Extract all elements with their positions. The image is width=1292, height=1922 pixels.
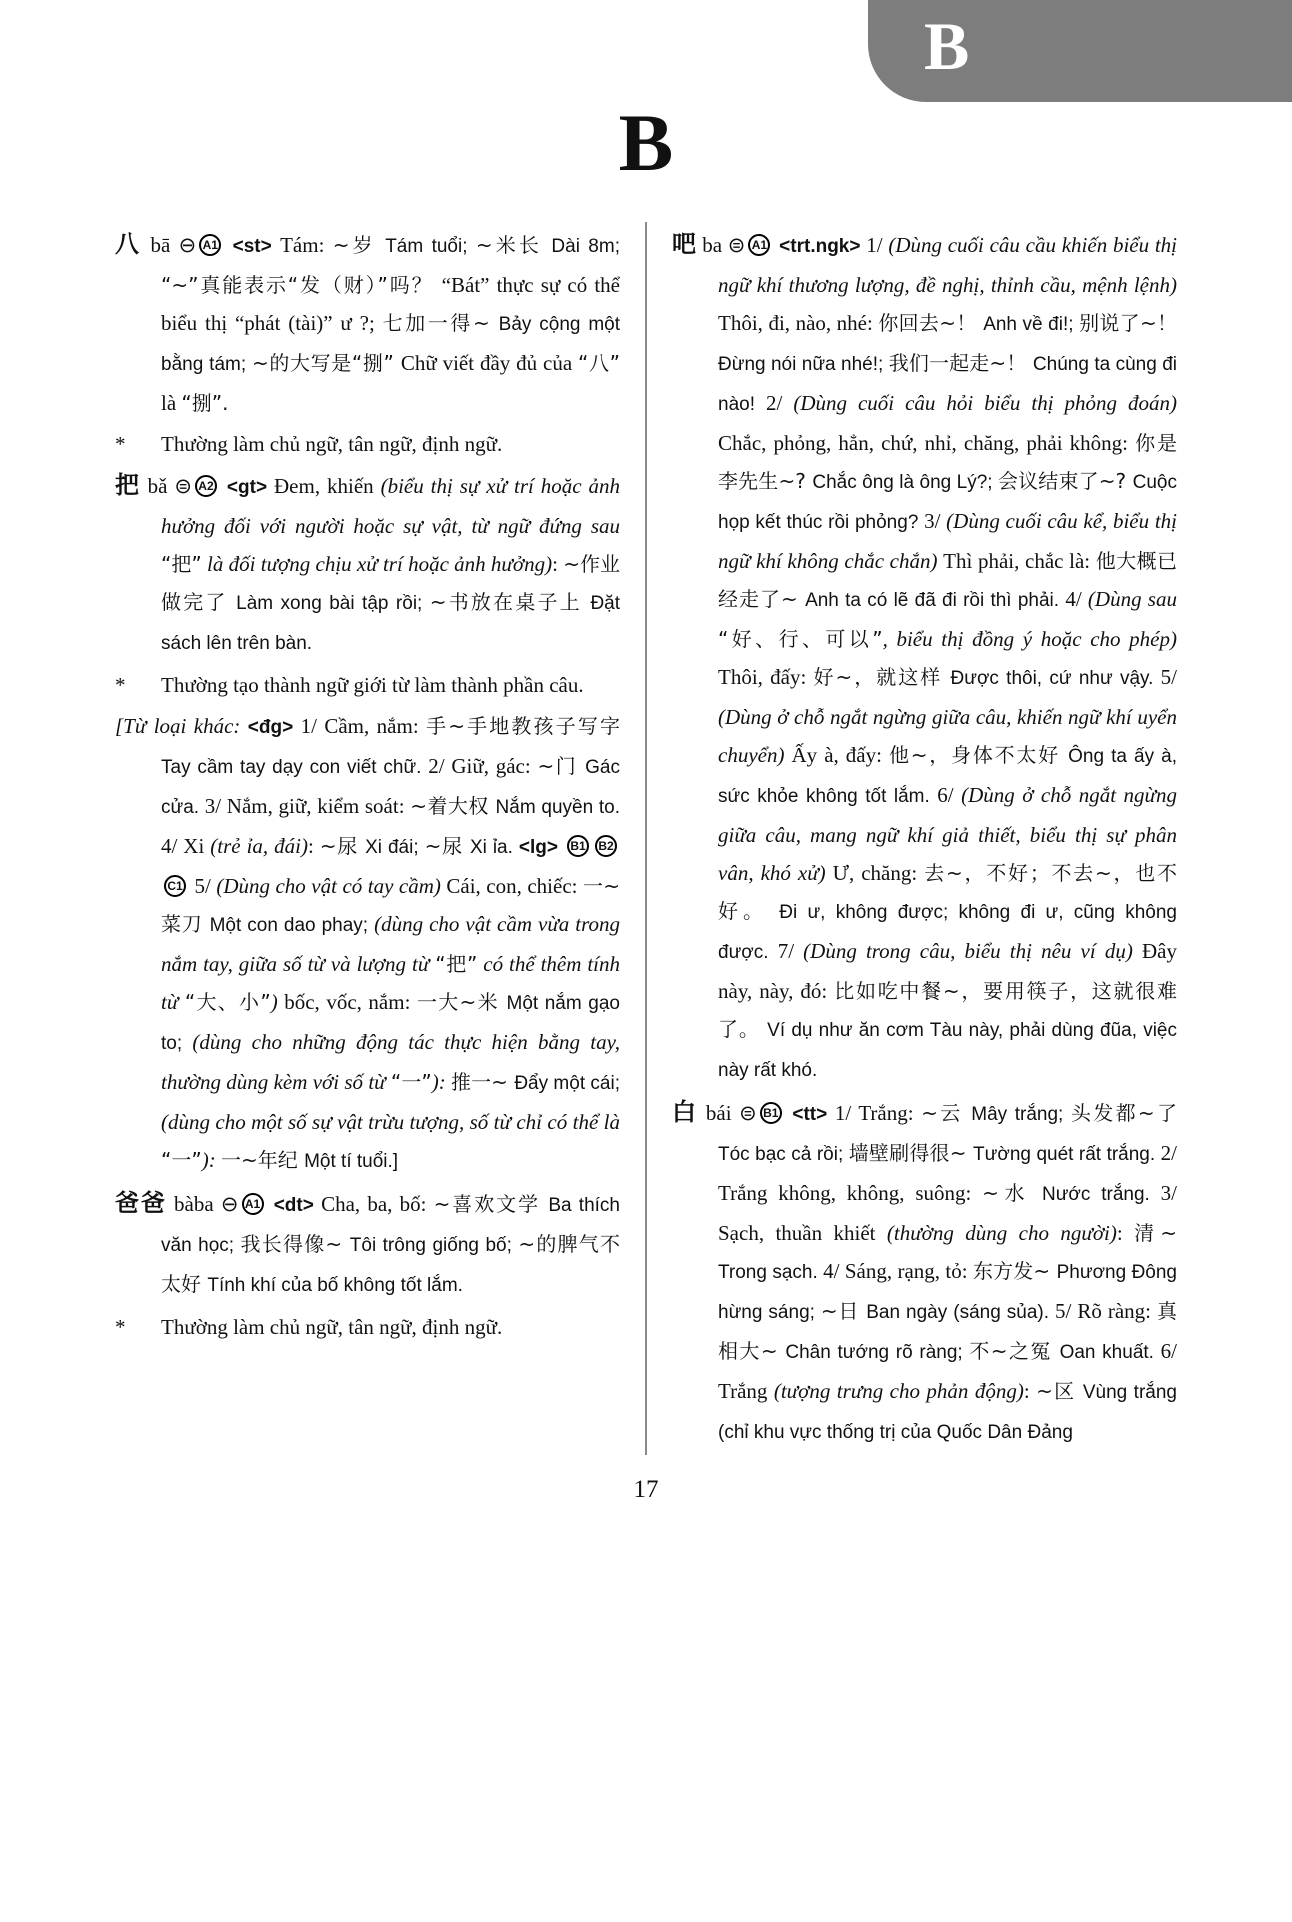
vietnamese-text: 3/ (924, 509, 947, 533)
pinyin: bàba (166, 1192, 221, 1216)
chinese-text: 一~菜刀 (161, 874, 621, 936)
vietnamese-text: 1/ Trắng: (834, 1101, 922, 1125)
vietnamese-text: 2/ Giữ, gác: (428, 754, 538, 778)
chinese-text: ~区 (1036, 1379, 1083, 1403)
example-translation: Đặt sách lên trên bàn. (161, 593, 621, 654)
usage-note-italic: (Dùng cho vật có tay cầm) (216, 874, 447, 898)
pos-tag: <tt> (784, 1104, 835, 1125)
vietnamese-text: Thường tạo thành ngữ giới từ làm thành phần câu. (161, 673, 584, 697)
example-translation: Tôi trông giống bố; (349, 1235, 519, 1256)
chinese-text: ~日 (820, 1299, 867, 1323)
chinese-text: 清~ (1134, 1221, 1177, 1245)
example-translation: Chúng ta cùng đi nào! (718, 354, 1177, 415)
example-translation: Đừng nói nữa nhé!; (718, 354, 889, 375)
usage-note-paragraph (115, 425, 620, 463)
vietnamese-text: 3/ Nắm, giữ, kiểm soát: (204, 794, 411, 818)
usage-note-italic: (Dùng sau (1087, 587, 1177, 611)
vietnamese-text: 4/ Xi (161, 834, 211, 858)
vietnamese-text: Thôi, đi, nào, nhé: (718, 311, 879, 335)
chinese-text: “大、小” (184, 990, 271, 1014)
headword: 把 (115, 471, 141, 499)
chinese-text: ~门 (537, 754, 586, 778)
usage-note-italic: (biểu thị sự xử trí hoặc ảnh hưởng đối với người hoặc sự vật, từ ngữ đứng sau (161, 474, 620, 538)
example-translation: Một con dao phay; (209, 915, 375, 936)
chinese-text: “捌”. (181, 391, 229, 415)
usage-note-italic: (Dùng ở chỗ ngắt ngừng giữa câu, mang ngữ khí giả thiết, biểu thị sự phân vân, khó xử) (718, 783, 1177, 885)
vietnamese-text: : (307, 834, 320, 858)
chinese-text: ~的脾气不太好 (161, 1232, 620, 1296)
usage-note-italic: (Dùng cuối câu cầu khiến biểu thị ngữ khí thương lượng, đề nghị, thỉnh cầu, mệnh lệnh) (718, 233, 1178, 297)
pos-tag: <đg> (247, 717, 301, 738)
example-translation: Gác cửa. (161, 757, 620, 818)
usage-note-italic: ) (270, 990, 285, 1014)
chinese-text: “~”真能表示“发（财）”吗？ (161, 273, 442, 297)
usage-note-italic: (dùng cho vật cầm vừa trong nắm tay, giữa số từ và lượng từ (161, 912, 620, 976)
vietnamese-text: 6/ (937, 783, 962, 807)
chinese-text: ~着大权 (410, 794, 496, 818)
headword: 爸爸 (115, 1189, 167, 1217)
vietnamese-text: 2/ (766, 391, 794, 415)
pos-tag: <lg> (518, 837, 564, 858)
vietnamese-text: : (552, 552, 564, 576)
chinese-text: ~尿 (424, 834, 470, 858)
example-translation: Trong sạch. (718, 1262, 824, 1283)
example-translation: Phương Đông hừng sáng; (718, 1262, 1177, 1323)
corner-tab (868, 0, 1292, 102)
example-translation: Xi đái; (365, 837, 425, 858)
chinese-text: 会议结束了~? (997, 469, 1133, 493)
chinese-text: 七加一得~ (382, 311, 499, 335)
chinese-text: 头发都~了 (1070, 1101, 1177, 1125)
example-translation: Đi ư, không được; không đi ư, cũng không được. (718, 902, 1177, 963)
headword: 八 (115, 230, 143, 258)
chinese-text: 我们一起走~！ (888, 351, 1033, 375)
entry-paragraph (115, 225, 620, 422)
pinyin: bái (698, 1101, 740, 1125)
example-translation: Ví dụ như ăn cơm Tàu này, phải dùng đũa, việc này rất khó. (718, 1020, 1177, 1081)
example-translation: Tay cầm tay dạy con viết chữ. (161, 757, 429, 778)
vietnamese-text: Thì phải, chắc là: (943, 549, 1096, 573)
right-column (647, 222, 1177, 1455)
usage-note-italic: ): (201, 1148, 221, 1172)
chinese-text: ~岁 (332, 233, 386, 257)
vietnamese-text: 3/ Sạch, thuần khiết (718, 1181, 1177, 1245)
usage-note-italic: (dùng cho những động tác thực hiện bằng tay, thường dùng kèm với số từ (161, 1030, 620, 1094)
chinese-text: ~米长 (475, 233, 552, 257)
vietnamese-text: 1/ (866, 233, 889, 257)
usage-note-italic: (thường dùng cho người) (886, 1221, 1117, 1245)
vietnamese-text: Chữ viết đầy đủ của (400, 351, 579, 375)
usage-note-italic: (dùng cho một số sự vật trừu tượng, số từ chỉ có thể là (161, 1110, 620, 1134)
vietnamese-text: 2/ Trắng không, không, suông: (718, 1141, 1177, 1205)
entry-paragraph (115, 466, 620, 663)
pos-tag: <gt> (219, 477, 274, 498)
vietnamese-text: Cái, con, chiếc: (446, 874, 583, 898)
pos-tag: <st> (224, 236, 281, 257)
vietnamese-text: Đây này, này, đó: (718, 939, 1177, 1003)
chinese-text: “八” (578, 351, 621, 375)
grade-symbol: ⊜ (174, 474, 192, 498)
example-translation: Xi ỉa. (469, 837, 519, 858)
entry-paragraph (672, 1093, 1177, 1452)
chinese-text: 墙壁刷得很~ (848, 1141, 974, 1165)
chinese-text: ~喜欢文学 (433, 1192, 549, 1216)
example-translation: Chắc ông là ông Lý?; (812, 472, 998, 493)
entry-paragraph (672, 225, 1177, 1090)
chinese-text: 你是李先生~? (718, 431, 1177, 493)
chinese-text: 好~，就这样 (813, 665, 951, 689)
vietnamese-text: 7/ (777, 939, 804, 963)
vietnamese-text: Tám: (280, 233, 333, 257)
chinese-text: ~尿 (319, 834, 366, 858)
example-translation: Bảy cộng một bằng tám; (161, 314, 620, 375)
chinese-text: 手~手地教孩子写字 (426, 714, 620, 738)
chinese-text: ~的大写是“捌” (252, 351, 401, 375)
headword: 白 (672, 1098, 699, 1126)
vietnamese-text: : (1116, 1221, 1135, 1245)
vietnamese-text: 5/ (189, 874, 217, 898)
chinese-text: “一” (390, 1070, 432, 1094)
grade-symbol: ⊜ (727, 233, 746, 257)
usage-note-italic: có thể thêm tính từ (161, 952, 621, 1014)
vietnamese-text: 1/ Cầm, nắm: (300, 714, 427, 738)
vietnamese-text: là (161, 391, 182, 415)
grade-symbol: ⊖ (178, 233, 197, 257)
chinese-text: 我长得像~ (240, 1232, 350, 1256)
vietnamese-text: Đem, khiến (274, 474, 381, 498)
example-translation: Dài 8m; (551, 236, 620, 257)
left-column (115, 222, 645, 1455)
chinese-text: 东方发~ (972, 1259, 1057, 1283)
other-pos-paragraph (115, 707, 620, 1181)
vietnamese-text: “Bát” thực sự có thể biểu thị “phát (tài)” ư ?; (161, 273, 621, 335)
vietnamese-text: Ấy à, đấy: (791, 743, 889, 767)
vietnamese-text: 4/ (1065, 587, 1088, 611)
chinese-text: “把” (435, 952, 478, 976)
example-translation: Mây trắng; (971, 1104, 1071, 1125)
chinese-text: ~水 (982, 1181, 1042, 1205)
usage-note-italic: (tượng trưng cho phản động) (773, 1379, 1024, 1403)
grade-symbol: ⊜ (739, 1101, 757, 1125)
example-translation: Anh ta có lẽ đã đi rồi thì phải. (805, 590, 1066, 611)
pos-tag: <dt> (266, 1195, 322, 1216)
usage-note-italic: (Dùng trong câu, biểu thị nêu ví dụ) (803, 939, 1142, 963)
level-badge: B2 (595, 835, 617, 857)
chinese-text: ~作业做完了 (161, 552, 620, 614)
example-translation: Cuộc họp kết thúc rồi phỏng? (718, 472, 1177, 533)
chinese-text: “好、行、可以” (718, 627, 883, 651)
note-marker: * (115, 432, 126, 456)
example-translation: Anh về đi!; (983, 314, 1080, 335)
usage-note-italic: ): (431, 1070, 452, 1094)
vietnamese-text: Thường làm chủ ngữ, tân ngữ, định ngữ. (161, 1315, 503, 1339)
example-translation: Tám tuổi; (385, 236, 476, 257)
vietnamese-text: bốc, vốc, nắm: (284, 990, 417, 1014)
chinese-text: 别说了~！ (1079, 311, 1177, 335)
usage-note-paragraph (115, 666, 620, 704)
chinese-text: 你回去~！ (878, 311, 984, 335)
chinese-text: 他大概已经走了~ (718, 549, 1178, 611)
usage-note-italic: , biểu thị đồng ý hoặc cho phép) (882, 627, 1177, 651)
level-badge: B1 (760, 1102, 782, 1124)
vietnamese-text: Thôi, đấy: (718, 665, 814, 689)
text-columns (115, 222, 1177, 1455)
example-translation: Tóc bạc cả rồi; (718, 1144, 849, 1165)
pinyin: bǎ (140, 474, 175, 498)
example-translation: Một nắm gạo to; (161, 993, 620, 1054)
example-translation: Nước trắng. (1041, 1184, 1161, 1205)
corner-letter: B (924, 8, 970, 84)
chinese-text: 去~，不好；不去~，也不好。 (718, 861, 1177, 923)
level-badge: A1 (199, 234, 221, 256)
example-translation: Vùng trắng (chỉ khu vực thống trị của Quốc Dân Đảng (718, 1382, 1177, 1443)
section-heading: B (618, 97, 674, 188)
pos-tag: <trt.ngk> (773, 236, 867, 257)
usage-note-italic: (Dùng cuối câu hỏi biểu thị phỏng đoán) (793, 391, 1177, 415)
page-number: 17 (633, 1476, 659, 1503)
vietnamese-text: 4/ Sáng, rạng, tỏ: (823, 1259, 973, 1283)
chinese-text: 一大~米 (416, 990, 507, 1014)
vietnamese-text: Cha, ba, bố: (321, 1192, 434, 1216)
level-badge: A1 (748, 234, 770, 256)
level-badge: A2 (195, 475, 217, 497)
example-translation: Đẩy một cái; (514, 1073, 620, 1094)
usage-note-italic: (Dùng cuối câu kể, biểu thị ngữ khí không chắc chắn) (718, 509, 1177, 573)
level-badge: C1 (164, 875, 186, 897)
entry-paragraph (115, 1184, 620, 1305)
example-translation: Làm xong bài tập rồi; (236, 593, 430, 614)
example-translation: Chân tướng rõ ràng; (785, 1342, 970, 1363)
chinese-text: “把” (161, 552, 202, 576)
example-translation: Một tí tuổi.] (304, 1151, 399, 1172)
level-badge: A1 (242, 1193, 264, 1215)
example-translation: Tường quét rất trắng. (973, 1144, 1161, 1165)
pinyin: bā (142, 233, 179, 257)
note-marker: * (115, 1315, 126, 1339)
chinese-text: 真相大~ (718, 1299, 1177, 1363)
note-marker: * (115, 673, 126, 697)
usage-note-italic: là đối tượng chịu xử trí hoặc ảnh hưởng) (201, 552, 553, 576)
headword: 吧 (672, 230, 697, 258)
usage-note-italic: (trẻ ỉa, đái) (210, 834, 308, 858)
vietnamese-text: 5/ Rõ ràng: (1055, 1299, 1157, 1323)
example-translation: Được thôi, cứ như vậy. (950, 668, 1161, 689)
vietnamese-text: 6/ Trắng (718, 1339, 1177, 1403)
vietnamese-text: Chắc, phỏng, hẳn, chứ, nhỉ, chăng, phải không: (718, 431, 1136, 455)
example-translation: Oan khuất. (1059, 1342, 1161, 1363)
chinese-text: 他~，身体不太好 (888, 743, 1069, 767)
grade-symbol: ⊖ (220, 1192, 239, 1216)
example-translation: Ba thích văn học; (161, 1195, 620, 1256)
vietnamese-text: : (1023, 1379, 1037, 1403)
vietnamese-text: Thường làm chủ ngữ, tân ngữ, định ngữ. (161, 432, 503, 456)
chinese-text: 推一~ (451, 1070, 515, 1094)
chinese-text: 一~年纪 (220, 1148, 305, 1172)
chinese-text: 不~之冤 (969, 1339, 1060, 1363)
vietnamese-text: Ư, chăng: (832, 861, 925, 885)
example-translation: Nắm quyền to. (495, 797, 620, 818)
usage-note-paragraph (115, 1308, 620, 1346)
chinese-text: “一” (161, 1148, 202, 1172)
example-translation: Ông ta ấy à, sức khỏe không tốt lắm. (718, 746, 1177, 807)
level-badge: B1 (567, 835, 589, 857)
chinese-text: ~书放在桌子上 (429, 590, 591, 614)
pinyin: ba (696, 233, 728, 257)
chinese-text: 比如吃中餐~，要用筷子，这就很难了。 (718, 979, 1178, 1041)
example-translation: Ban ngày (sáng sủa). (866, 1302, 1056, 1323)
vietnamese-text: 5/ (1160, 665, 1177, 689)
chinese-text: ~云 (921, 1101, 972, 1125)
usage-note-italic: (Dùng ở chỗ ngắt ngừng giữa câu, khiến ngữ khí uyển chuyển) (718, 705, 1177, 767)
example-translation: Tính khí của bố không tốt lắm. (207, 1275, 463, 1296)
usage-note-italic: [Từ loại khác: (115, 714, 248, 738)
